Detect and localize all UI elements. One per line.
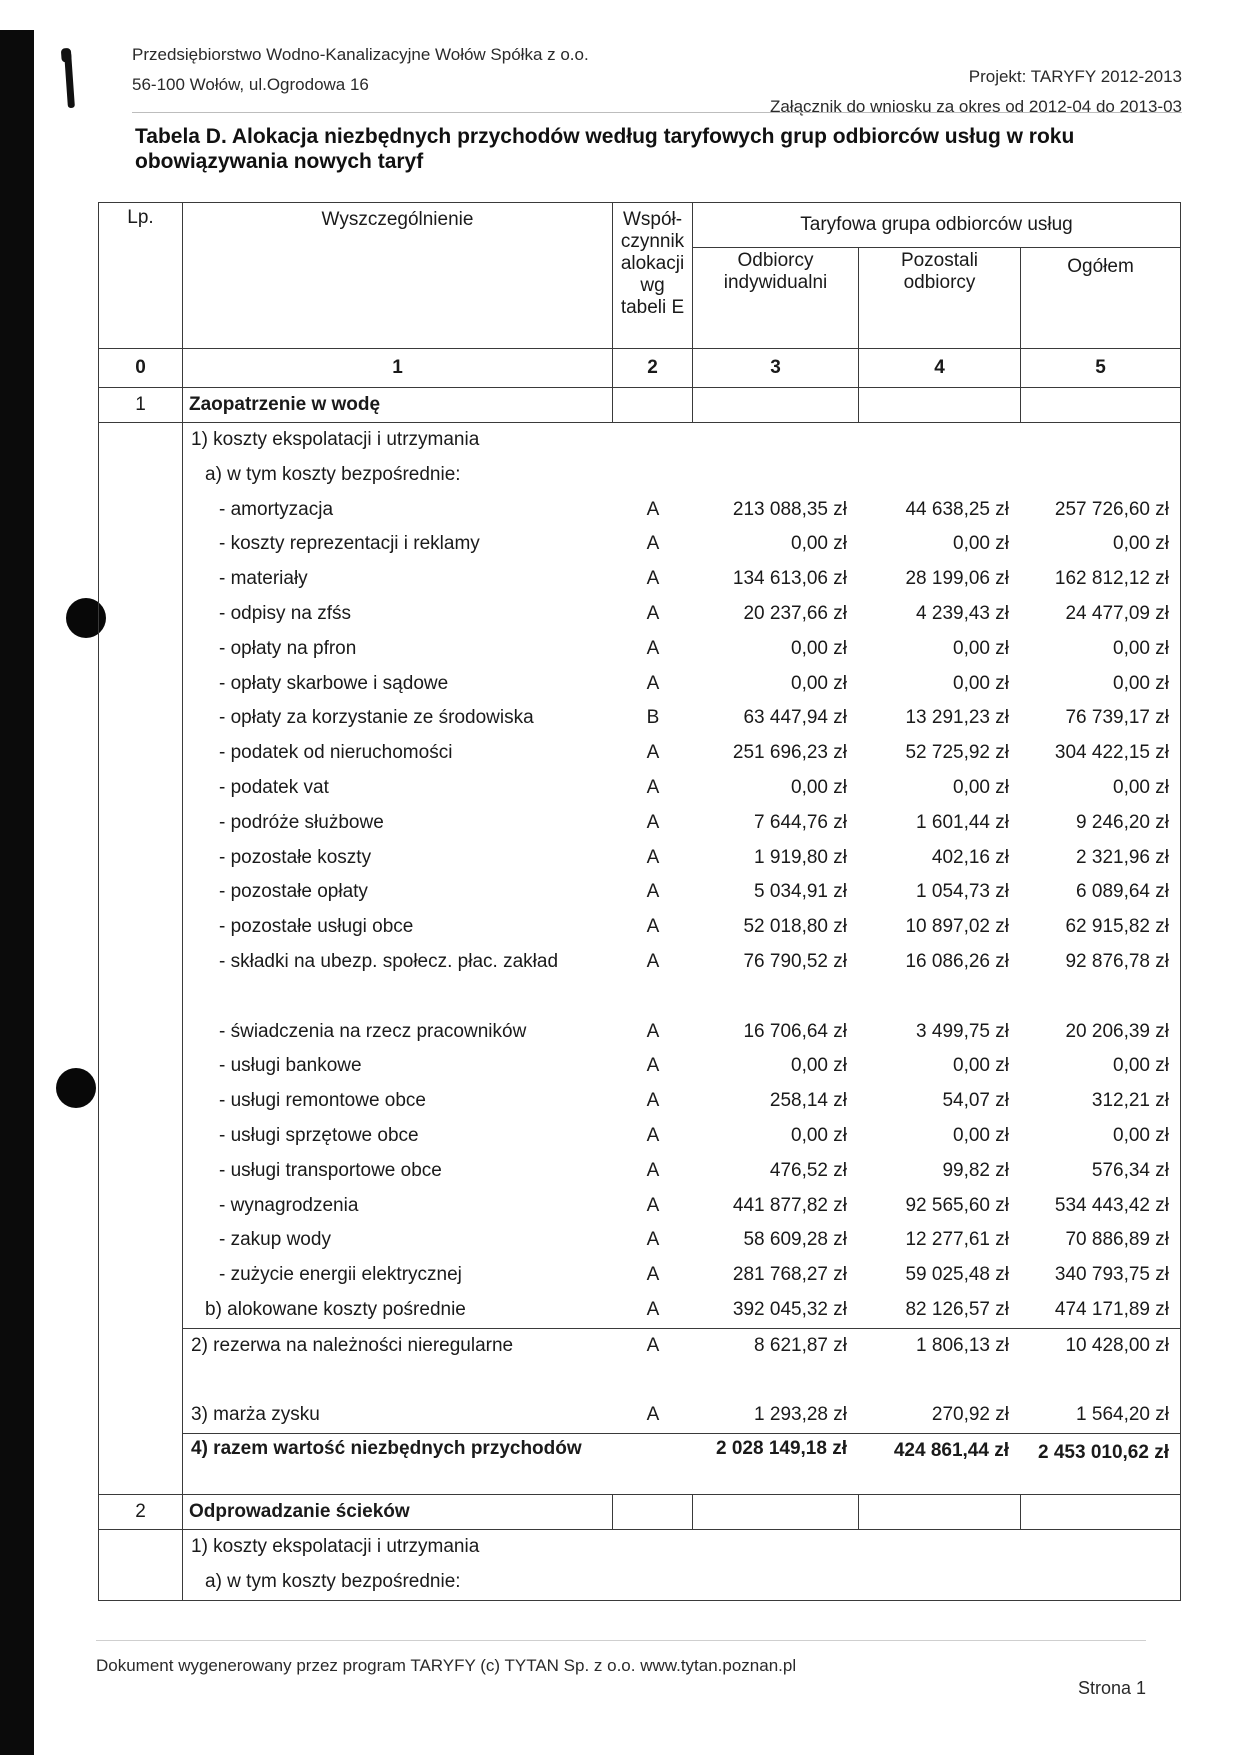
row-coefficient: A xyxy=(646,1194,660,1216)
row-coefficient: A xyxy=(646,498,660,520)
row-individual-amount: 1 919,80 zł xyxy=(754,846,847,868)
row-coefficient: A xyxy=(646,846,660,868)
table-row xyxy=(183,701,1181,736)
row-coefficient: A xyxy=(646,602,660,624)
punch-hole-lower xyxy=(56,1068,96,1108)
row-individual-amount: 8 621,87 zł xyxy=(693,1328,859,1363)
section-lp: 1 xyxy=(99,388,183,423)
row-other-amount xyxy=(859,980,1021,1015)
row-individual-amount: 0,00 zł xyxy=(791,672,847,694)
row-individual-amount: 258,14 zł xyxy=(769,1090,847,1112)
row-description: a) w tym koszty bezpośrednie: xyxy=(205,1570,461,1592)
row-total-amount: 340 793,75 zł xyxy=(1054,1264,1169,1286)
row-individual-amount xyxy=(693,423,859,458)
document-title: Tabela D. Alokacja niezbędnych przychodów według taryfowych grup odbiorców usług w roku obowiązywania nowych taryf xyxy=(135,125,1075,173)
row-other-amount: 4 239,43 zł xyxy=(916,602,1009,624)
row-description: - świadczenia na rzecz pracowników xyxy=(219,1020,527,1042)
row-total-amount: 257 726,60 zł xyxy=(1054,498,1169,520)
row-total-amount: 312,21 zł xyxy=(1091,1090,1169,1112)
row-individual-amount: 5 034,91 zł xyxy=(754,881,847,903)
section-header-sewage xyxy=(99,1495,1181,1530)
row-total-amount xyxy=(1021,1364,1181,1399)
row-individual-amount: 0,00 zł xyxy=(791,637,847,659)
table-row xyxy=(183,1015,1181,1050)
row-description: - opłaty za korzystanie ze środowiska xyxy=(219,707,534,729)
row-description: - pozostałe usługi obce xyxy=(219,916,414,938)
col-header-other: Pozostali odbiorcy xyxy=(859,248,1021,349)
row-individual-amount: 0,00 zł xyxy=(791,533,847,555)
table-row xyxy=(183,736,1181,771)
row-total-amount: 76 739,17 zł xyxy=(1065,707,1169,729)
row-individual-amount: 63 447,94 zł xyxy=(743,707,847,729)
table-row xyxy=(183,423,1181,458)
row-other-amount: 402,16 zł xyxy=(931,846,1009,868)
row-individual-amount xyxy=(693,980,859,1015)
row-coefficient: A xyxy=(613,1328,693,1363)
row-other-amount: 0,00 zł xyxy=(953,533,1009,555)
row-total-amount: 6 089,64 zł xyxy=(1076,881,1169,903)
row-coefficient: A xyxy=(646,1404,660,1426)
row-description: - składki na ubezp. społecz. płac. zakład xyxy=(219,950,559,972)
row-total-amount: 162 812,12 zł xyxy=(1054,568,1169,590)
table-row xyxy=(183,806,1181,841)
col-header-lp: Lp. xyxy=(99,203,183,349)
row-other-amount: 3 499,75 zł xyxy=(916,1020,1009,1042)
allocation-table xyxy=(98,202,1181,1601)
table-row xyxy=(183,771,1181,806)
total-coefficient xyxy=(613,1434,693,1495)
row-total-amount: 0,00 zł xyxy=(1113,637,1169,659)
column-number-row xyxy=(99,349,1181,388)
row-description: - odpisy na zfśs xyxy=(219,602,351,624)
col-header-description: Wyszczególnienie xyxy=(183,203,613,349)
row-individual-amount: 58 609,28 zł xyxy=(743,1229,847,1251)
sewage-rows-table xyxy=(183,1530,1181,1600)
row-total-amount: 474 171,89 zł xyxy=(1054,1298,1169,1320)
row-individual-amount xyxy=(693,1364,859,1399)
row-coefficient: A xyxy=(646,637,660,659)
row-coefficient: A xyxy=(646,1298,660,1320)
row-total-amount: 70 886,89 zł xyxy=(1065,1229,1169,1251)
company-address: 56-100 Wołów, ul.Ogrodowa 16 xyxy=(132,75,369,94)
row-other-amount: 54,07 zł xyxy=(942,1090,1009,1112)
row-other-amount: 99,82 zł xyxy=(942,1159,1009,1181)
row-coefficient: A xyxy=(646,1159,660,1181)
row-other-amount: 1 601,44 zł xyxy=(916,811,1009,833)
row-other-amount xyxy=(859,458,1021,493)
row-total-amount: 10 428,00 zł xyxy=(1021,1328,1181,1363)
row-description xyxy=(183,980,613,1015)
col-header-total: Ogółem xyxy=(1021,248,1181,349)
row-total-amount: 534 443,42 zł xyxy=(1054,1194,1169,1216)
row-other-amount: 28 199,06 zł xyxy=(905,568,1009,590)
row-total-amount: 92 876,78 zł xyxy=(1065,950,1169,972)
row-total-amount: 0,00 zł xyxy=(1113,1124,1169,1146)
row-description: - usługi bankowe xyxy=(219,1055,362,1077)
footer-divider xyxy=(96,1640,1146,1641)
row-description: - podatek vat xyxy=(219,776,329,798)
row-coefficient: A xyxy=(646,811,660,833)
row-description: - amortyzacja xyxy=(219,498,334,520)
total-other-amount: 424 861,44 zł xyxy=(859,1434,1021,1495)
scan-edge-mark xyxy=(64,52,75,108)
row-total-amount: 9 246,20 zł xyxy=(1076,811,1169,833)
table-row xyxy=(183,1119,1181,1154)
column-number: 2 xyxy=(613,349,693,388)
table-row xyxy=(183,597,1181,632)
table-row xyxy=(183,1223,1181,1258)
table-row xyxy=(183,1084,1181,1119)
row-individual-amount: 0,00 zł xyxy=(791,1055,847,1077)
row-other-amount: 59 025,48 zł xyxy=(905,1264,1009,1286)
column-number: 0 xyxy=(99,349,183,388)
scan-edge-shadow xyxy=(0,30,34,1755)
section-header-water xyxy=(99,388,1181,423)
row-total-amount: 0,00 zł xyxy=(1113,672,1169,694)
table-row xyxy=(183,1293,1181,1328)
table-row xyxy=(183,1049,1181,1084)
row-other-amount: 1 806,13 zł xyxy=(859,1328,1021,1363)
row-total-amount: 0,00 zł xyxy=(1113,776,1169,798)
row-individual-amount: 16 706,64 zł xyxy=(743,1020,847,1042)
row-description: - materiały xyxy=(219,568,308,590)
row-other-amount: 16 086,26 zł xyxy=(905,950,1009,972)
row-other-amount: 0,00 zł xyxy=(953,776,1009,798)
row-description: - pozostałe koszty xyxy=(219,846,372,868)
attachment-label: Załącznik do wniosku za okres od 2012-04 do 2013-03 xyxy=(769,97,1182,116)
row-other-amount: 12 277,61 zł xyxy=(905,1229,1009,1251)
row-description: - podatek od nieruchomości xyxy=(219,742,453,764)
table-row xyxy=(183,841,1181,876)
page-header xyxy=(132,40,1182,116)
row-individual-amount: 281 768,27 zł xyxy=(732,1264,847,1286)
table-row xyxy=(183,493,1181,528)
table-row xyxy=(183,875,1181,910)
row-description: 1) koszty ekspolatacji i utrzymania xyxy=(191,1536,480,1558)
row-coefficient: A xyxy=(646,742,660,764)
col-header-tariff-group: Taryfowa grupa odbiorców usług xyxy=(693,203,1181,248)
row-coefficient: A xyxy=(646,776,660,798)
row-other-amount: 82 126,57 zł xyxy=(905,1298,1009,1320)
row-individual-amount: 76 790,52 zł xyxy=(743,950,847,972)
row-individual-amount: 213 088,35 zł xyxy=(732,498,847,520)
row-description: - zużycie energii elektrycznej xyxy=(219,1264,462,1286)
row-total-amount xyxy=(1021,458,1181,493)
row-description: 1) koszty ekspolatacji i utrzymania xyxy=(191,429,480,450)
row-individual-amount: 134 613,06 zł xyxy=(732,568,847,590)
row-description: 2) rezerwa na należności nieregularne xyxy=(183,1328,613,1363)
row-description: b) alokowane koszty pośrednie xyxy=(205,1298,466,1320)
section-lp: 2 xyxy=(99,1495,183,1530)
row-other-amount: 0,00 zł xyxy=(953,672,1009,694)
row-coefficient: A xyxy=(646,950,660,972)
row-total-amount: 576,34 zł xyxy=(1091,1159,1169,1181)
column-number: 4 xyxy=(859,349,1021,388)
row-coefficient: A xyxy=(646,1124,660,1146)
row-coefficient: A xyxy=(646,1264,660,1286)
row-other-amount: 0,00 zł xyxy=(953,1055,1009,1077)
row-total-amount: 24 477,09 zł xyxy=(1065,602,1169,624)
row-coefficient: A xyxy=(646,881,660,903)
row-description xyxy=(183,1364,613,1399)
row-coefficient: A xyxy=(646,533,660,555)
row-total-amount: 0,00 zł xyxy=(1113,533,1169,555)
table-row xyxy=(183,1154,1181,1189)
row-other-amount xyxy=(859,1364,1021,1399)
row-other-amount: 13 291,23 zł xyxy=(905,707,1009,729)
row-coefficient: A xyxy=(646,672,660,694)
row-description: - koszty reprezentacji i reklamy xyxy=(219,533,480,555)
row-description: - opłaty na pfron xyxy=(219,637,357,659)
row-total-amount: 62 915,82 zł xyxy=(1065,916,1169,938)
table-row xyxy=(183,527,1181,562)
table-row xyxy=(183,1258,1181,1293)
row-individual-amount: 476,52 zł xyxy=(769,1159,847,1181)
table-row xyxy=(183,1189,1181,1224)
row-coefficient: A xyxy=(646,1090,660,1112)
table-row xyxy=(183,632,1181,667)
table-row xyxy=(183,667,1181,702)
table-row xyxy=(183,910,1181,945)
row-coefficient: A xyxy=(646,916,660,938)
row-description: a) w tym koszty bezpośrednie: xyxy=(205,463,461,485)
row-coefficient: A xyxy=(646,1229,660,1251)
section-title: Zaopatrzenie w wodę xyxy=(183,388,613,423)
column-number: 5 xyxy=(1021,349,1181,388)
section-title: Odprowadzanie ścieków xyxy=(183,1495,613,1530)
row-individual-amount: 20 237,66 zł xyxy=(743,602,847,624)
row-individual-amount: 52 018,80 zł xyxy=(743,916,847,938)
total-overall-amount: 2 453 010,62 zł xyxy=(1021,1434,1181,1495)
total-row xyxy=(183,1434,1181,1495)
spacer-row xyxy=(183,980,1181,1015)
row-coefficient xyxy=(613,1364,693,1399)
row-other-amount: 1 054,73 zł xyxy=(916,881,1009,903)
col-header-coefficient: Współ-czynnik alokacji wg tabeli E xyxy=(613,203,693,349)
row-total-amount xyxy=(1021,980,1181,1015)
row-description: - usługi sprzętowe obce xyxy=(219,1124,419,1146)
col-header-individual: Odbiorcy indywidualni xyxy=(693,248,859,349)
row-coefficient: A xyxy=(646,1055,660,1077)
column-number: 3 xyxy=(693,349,859,388)
project-label: Projekt: TARYFY 2012-2013 xyxy=(968,67,1182,86)
row-coefficient xyxy=(613,458,693,493)
spacer-row xyxy=(183,1364,1181,1399)
row-total-amount: 0,00 zł xyxy=(1113,1055,1169,1077)
section-body-sewage xyxy=(99,1530,1181,1601)
row-coefficient: A xyxy=(646,1020,660,1042)
row-description: 3) marża zysku xyxy=(191,1404,320,1426)
table-row xyxy=(183,562,1181,597)
row-description: - opłaty skarbowe i sądowe xyxy=(219,672,449,694)
row-other-amount: 92 565,60 zł xyxy=(905,1194,1009,1216)
row-description: - zakup wody xyxy=(219,1229,331,1251)
total-description: 4) razem wartość niezbędnych przychodów xyxy=(183,1434,613,1495)
total-individual-amount: 2 028 149,18 zł xyxy=(693,1434,859,1495)
row-total-amount xyxy=(1021,423,1181,458)
row-total-amount: 1 564,20 zł xyxy=(1076,1404,1169,1426)
row-other-amount: 10 897,02 zł xyxy=(905,916,1009,938)
generated-by-note: Dokument wygenerowany przez program TARYFY (c) TYTAN Sp. z o.o. www.tytan.poznan.pl xyxy=(96,1656,797,1675)
row-description: - pozostałe opłaty xyxy=(219,881,368,903)
row-coefficient xyxy=(613,980,693,1015)
row-individual-amount: 7 644,76 zł xyxy=(754,811,847,833)
row-total-amount: 304 422,15 zł xyxy=(1054,742,1169,764)
project-info xyxy=(770,62,1182,122)
row-individual-amount: 1 293,28 zł xyxy=(754,1404,847,1426)
section-body-water xyxy=(99,423,1181,1495)
row-total-amount: 20 206,39 zł xyxy=(1065,1020,1169,1042)
column-number: 1 xyxy=(183,349,613,388)
row-other-amount: 44 638,25 zł xyxy=(905,498,1009,520)
water-rows-table xyxy=(183,423,1181,1494)
row-other-amount: 0,00 zł xyxy=(953,637,1009,659)
row-other-amount: 270,92 zł xyxy=(931,1404,1009,1426)
row-coefficient: B xyxy=(646,707,660,729)
row-coefficient: A xyxy=(646,568,660,590)
company-name: Przedsiębiorstwo Wodno-Kanalizacyjne Wołów Spółka z o.o. xyxy=(132,45,589,64)
row-individual-amount xyxy=(693,458,859,493)
row-individual-amount: 0,00 zł xyxy=(791,1124,847,1146)
row-coefficient xyxy=(613,423,693,458)
row-description: - usługi transportowe obce xyxy=(219,1159,442,1181)
row-individual-amount: 251 696,23 zł xyxy=(732,742,847,764)
row-total-amount: 2 321,96 zł xyxy=(1076,846,1169,868)
table-row xyxy=(183,1398,1181,1433)
company-info xyxy=(132,40,589,100)
row-other-amount xyxy=(859,423,1021,458)
table-row xyxy=(183,1328,1181,1363)
table-row xyxy=(183,458,1181,493)
table-row xyxy=(183,1530,1181,1565)
row-description: - wynagrodzenia xyxy=(219,1194,359,1216)
row-individual-amount: 441 877,82 zł xyxy=(732,1194,847,1216)
row-other-amount: 0,00 zł xyxy=(953,1124,1009,1146)
header-divider xyxy=(132,112,1182,113)
row-other-amount: 52 725,92 zł xyxy=(905,742,1009,764)
row-individual-amount: 0,00 zł xyxy=(791,776,847,798)
page-number: Strona 1 xyxy=(1077,1678,1146,1698)
row-individual-amount: 392 045,32 zł xyxy=(732,1298,847,1320)
row-description: - usługi remontowe obce xyxy=(219,1090,426,1112)
row-description: - podróże służbowe xyxy=(219,811,384,833)
table-row xyxy=(183,945,1181,980)
table-row xyxy=(183,1565,1181,1600)
